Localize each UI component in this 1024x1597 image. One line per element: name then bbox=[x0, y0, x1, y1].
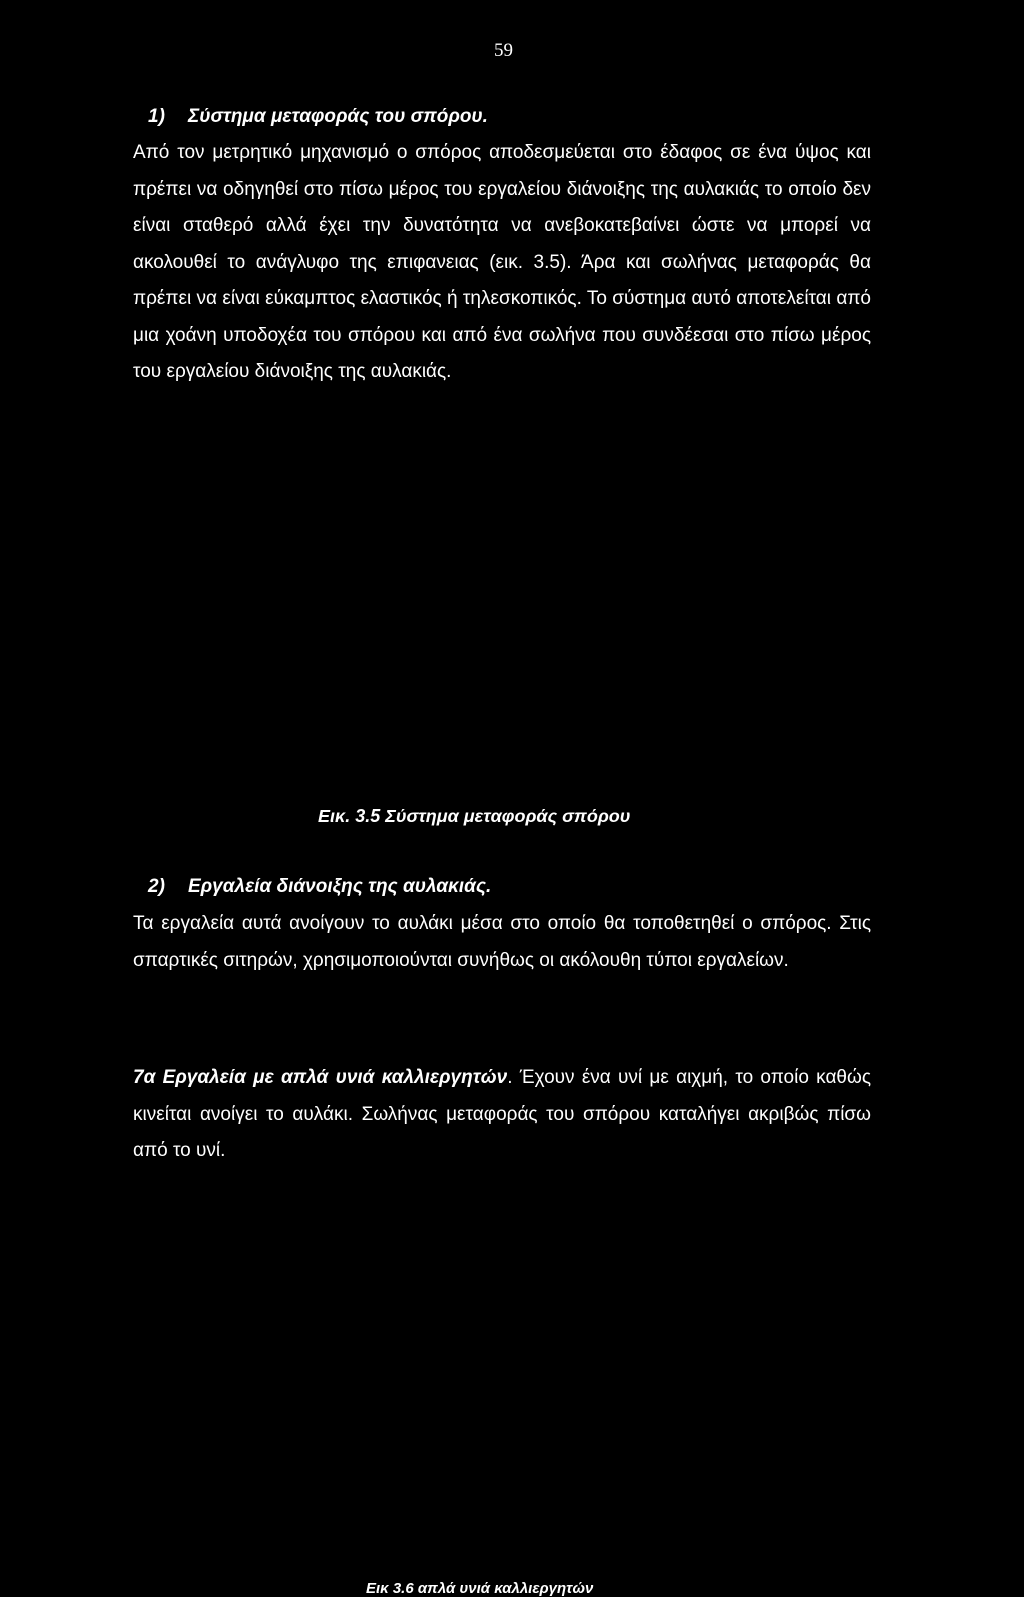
section-2-title: Εργαλεία διάνοιξης της αυλακιάς. bbox=[188, 876, 492, 897]
section-1-title: Σύστημα μεταφοράς του σπόρου. bbox=[188, 106, 488, 127]
subsection-7a-text: . Έχουν ένα υνί με αιχμή, το οποίο καθώς κινείται ανοίγει το αυλάκι. Σωλήνας μεταφοράς του σπόρου καταλήγει ακριβώς πίσω από το υνί. bbox=[133, 1067, 871, 1161]
subsection-7a-title: 7α Εργαλεία με απλά υνιά καλλιεργητών bbox=[133, 1067, 508, 1088]
figure-3-6-caption: Εικ 3.6 απλά υνιά καλλιεργητών bbox=[366, 1580, 594, 1597]
section-1-number: 1) bbox=[148, 106, 165, 127]
page-number: 59 bbox=[494, 40, 513, 61]
section-1-paragraph: Από τον μετρητικό μηχανισμό ο σπόρος αποδεσμεύεται στο έδαφος σε ένα ύψος και πρέπει να οδηγηθεί στο πίσω μέρος του εργαλείου διάνοιξης της αυλακιάς το οποίο δεν είναι σταθερό αλλά έχει την δυνατότητα να ανεβοκατεβαίνει ώστε να μπορεί να ακολουθεί το ανάγλυφο της επιφανειας (εικ. 3.5). Άρα και σωλήνας μεταφοράς θα πρέπει να είναι εύκαμπτος ελαστικός ή τηλεσκοπικός. Το σύστημα αυτό αποτελείται από μια χοάνη υποδοχέα του σπόρου και από ένα σωλήνα που συνδέεσαι στο πίσω μέρος του εργαλείου διάνοιξης της αυλακιάς. bbox=[133, 142, 871, 382]
section-1-heading bbox=[148, 106, 488, 128]
section-2-paragraph: Τα εργαλεία αυτά ανοίγουν το αυλάκι μέσα στο οποίο θα τοποθετηθεί ο σπόρος. Στις σπαρτικές σιτηρών, χρησιμοποιούνται συνήθως οι ακόλουθη τύποι εργαλείων. bbox=[133, 913, 871, 971]
figure-3-6-image-area bbox=[133, 1180, 871, 1560]
section-2-heading bbox=[148, 876, 491, 898]
section-2-number: 2) bbox=[148, 876, 165, 897]
subsection-7a-paragraph bbox=[133, 1060, 871, 1170]
figure-3-5-image-area bbox=[133, 460, 871, 790]
figure-3-5-caption: Εικ. 3.5 Σύστημα μεταφοράς σπόρου bbox=[318, 806, 631, 826]
